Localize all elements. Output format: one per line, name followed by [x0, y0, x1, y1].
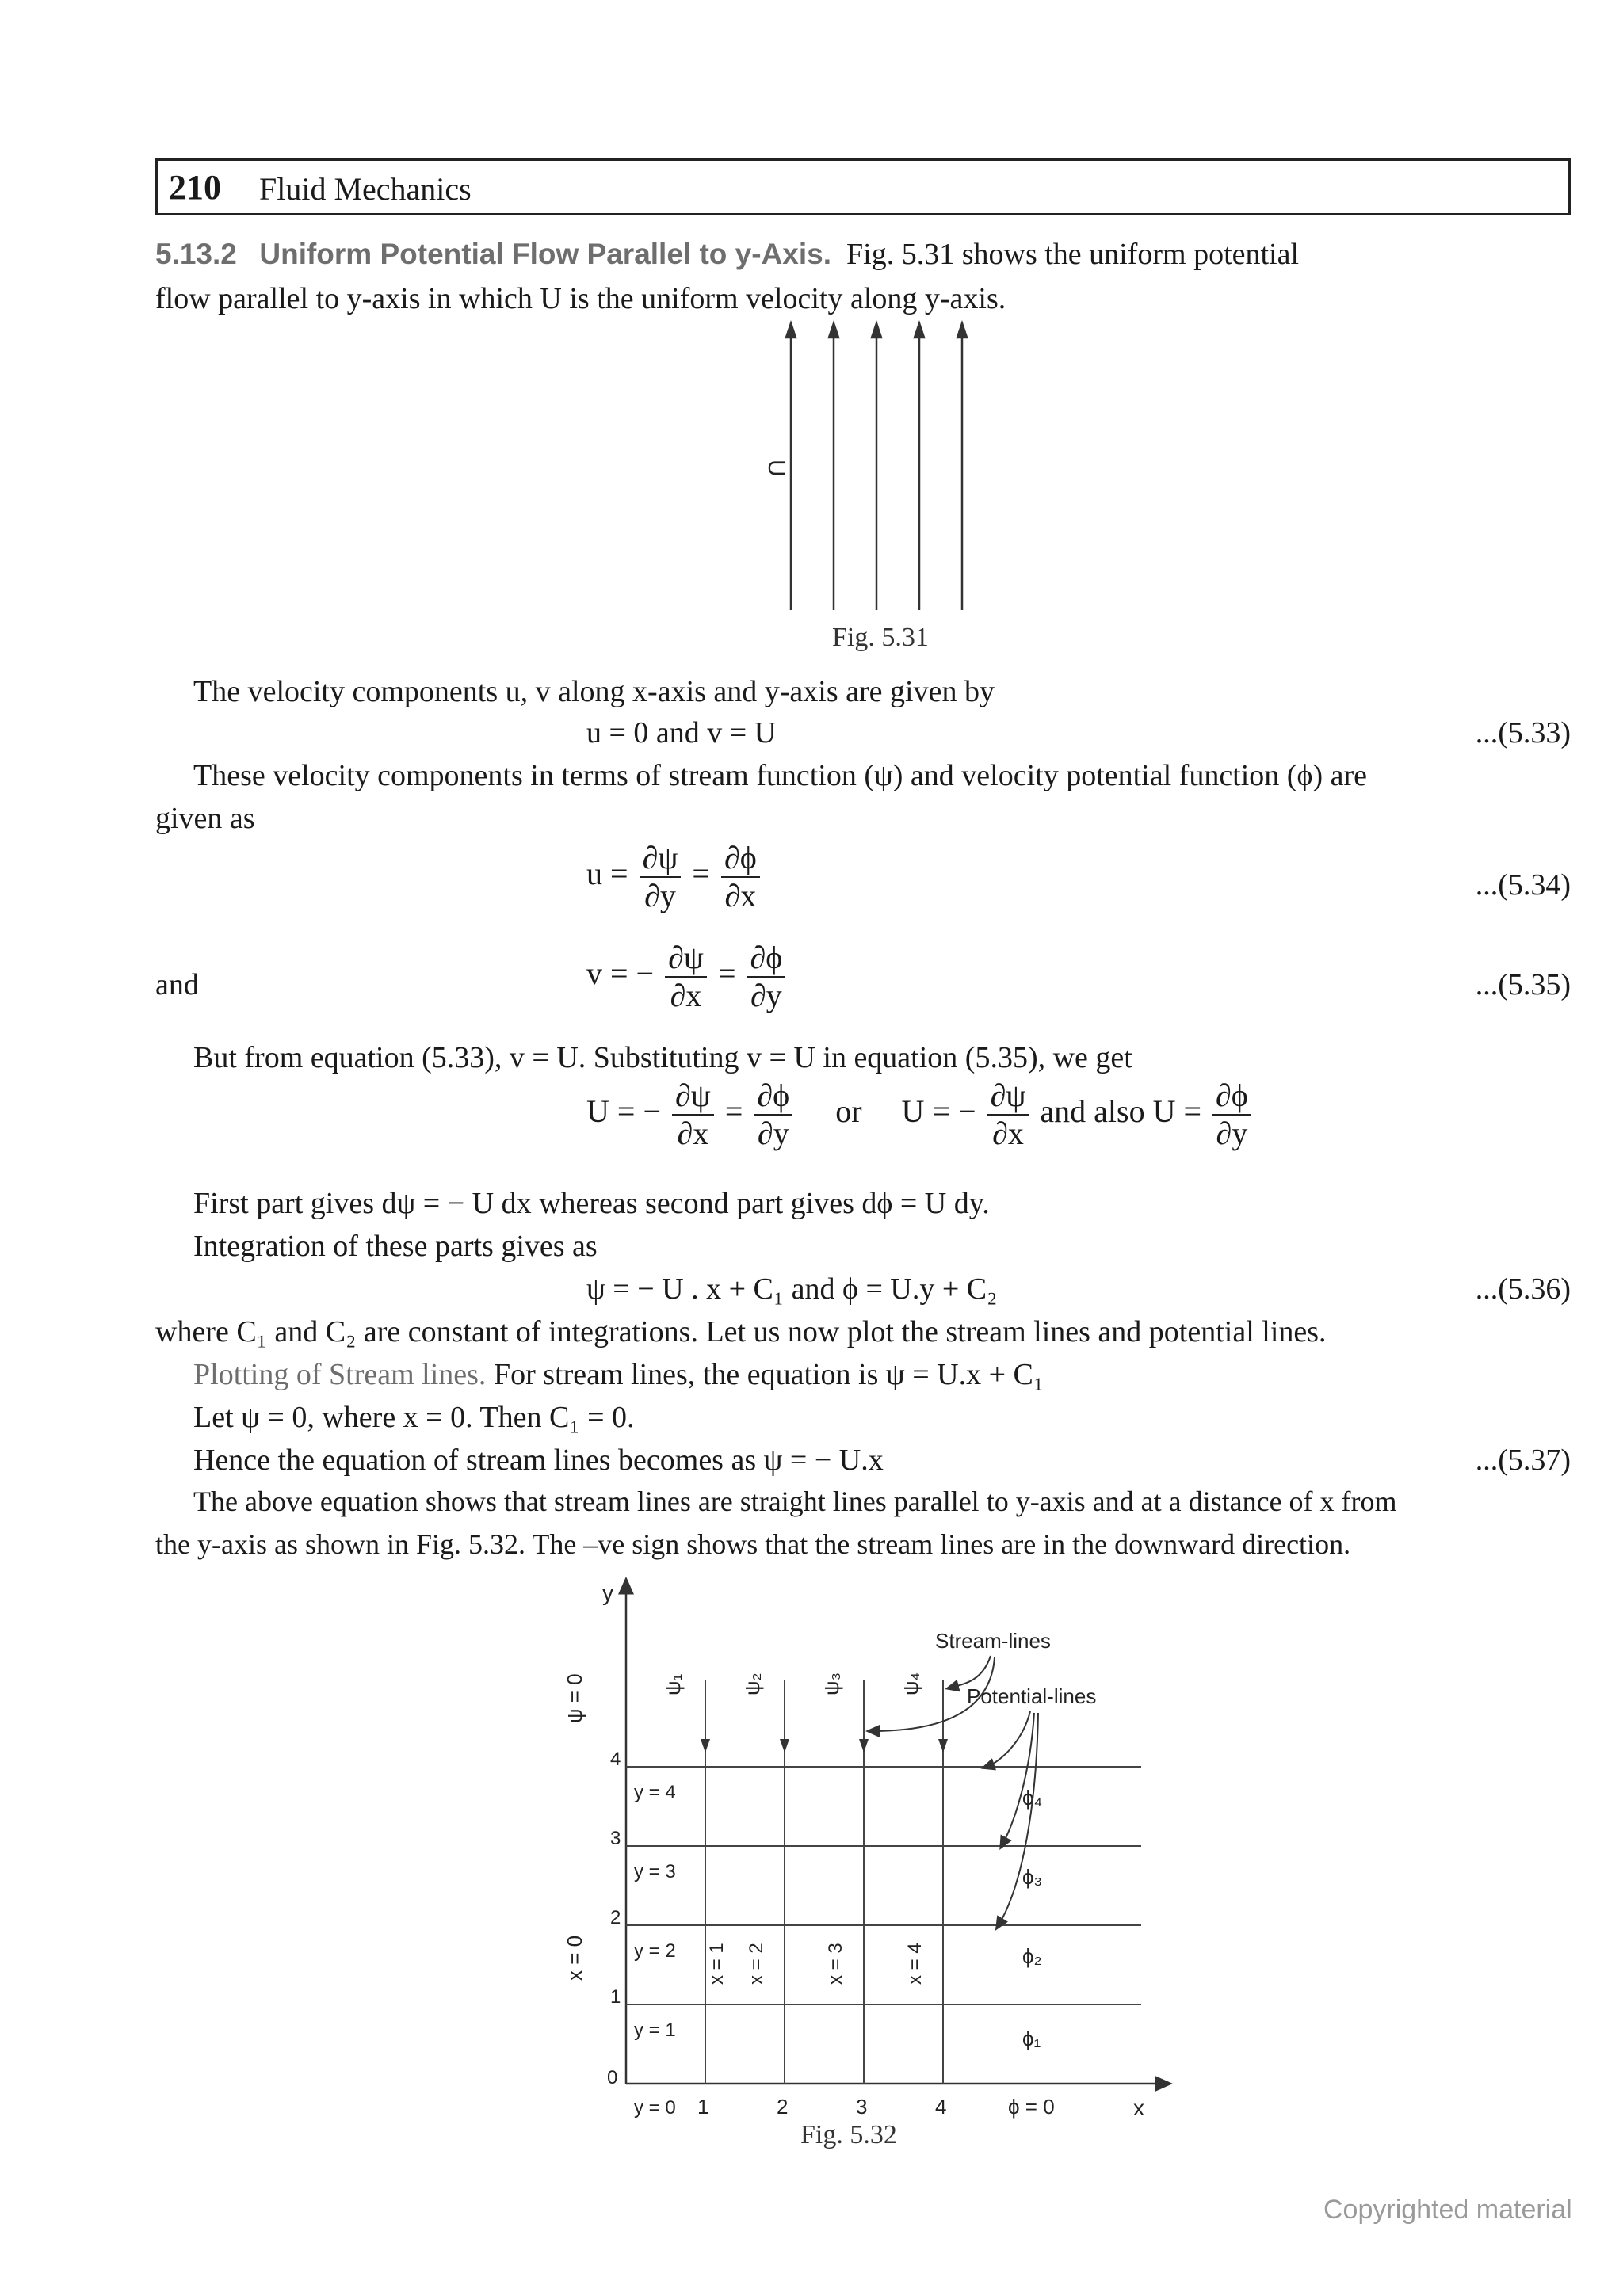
denominator: ∂y [750, 978, 782, 1013]
paragraph-4: First part gives dψ = − U dx whereas second part gives dϕ = U dy. [193, 1187, 990, 1220]
paragraph-7 [193, 1353, 1044, 1396]
arrow-up-icon [957, 323, 967, 338]
arrow-down-icon [938, 1739, 948, 1753]
fraction [665, 940, 707, 1014]
denominator: ∂y [757, 1116, 789, 1151]
paragraph-7-rest: For stream lines, the equation is ψ = U.x + C₁ [493, 1358, 1044, 1391]
equation-number-5-33: ...(5.33) [1475, 716, 1571, 749]
x-tick-4: 4 [935, 2095, 947, 2119]
numerator: ∂ϕ [721, 840, 760, 878]
fraction [721, 840, 760, 914]
potential-pointer-3 [999, 1713, 1038, 1925]
fraction [754, 1077, 792, 1152]
denominator: ∂y [1216, 1116, 1248, 1151]
denominator: ∂y [644, 878, 676, 913]
potential-lines-label: Potential-lines [967, 1684, 1097, 1708]
paragraph-9: Hence the equation of stream lines becomes as ψ = − U.x [193, 1444, 884, 1477]
equation-5-36: ψ = − U . x + C₁ and ϕ = U.y + C₂ [586, 1272, 998, 1306]
figure-5-31 [737, 317, 991, 666]
y-line-label-3: y = 3 [634, 1861, 676, 1882]
eq-lhs: U = − [586, 1093, 662, 1130]
numerator: ∂ψ [665, 940, 707, 978]
y-tick-4: 4 [610, 1749, 621, 1770]
equation-5-35 [586, 940, 789, 1014]
and-also-text: and also U = [1040, 1093, 1202, 1130]
psi-3-label: ψ₃ [819, 1672, 843, 1695]
denominator: ∂x [992, 1116, 1024, 1151]
paragraph-3: But from equation (5.33), v = U. Substituting v = U in equation (5.35), we get [193, 1041, 1132, 1074]
psi-1-label: ψ₁ [661, 1673, 685, 1695]
section-number: 5.13.2 [155, 238, 237, 270]
y-axis-label: y [602, 1581, 613, 1605]
eq-lhs-2: U = − [901, 1093, 976, 1130]
eq-lhs: v = − [586, 955, 655, 992]
paragraph-5: Integration of these parts gives as [193, 1230, 598, 1263]
stream-pointer-1 [951, 1656, 991, 1688]
velocity-label: U [763, 460, 789, 477]
or-word: or [835, 1093, 862, 1130]
fraction [1212, 1077, 1251, 1152]
phi-3-label: ϕ₃ [1022, 1865, 1043, 1889]
numerator: ∂ϕ [1212, 1077, 1251, 1116]
arrow-up-icon [829, 323, 838, 338]
numerator: ∂ϕ [747, 940, 786, 978]
phi-2-label: ϕ₂ [1022, 1944, 1042, 1968]
x-zero-label: x = 0 [563, 1935, 586, 1981]
numerator: ∂ϕ [754, 1077, 792, 1116]
x-line-label-4: x = 4 [904, 1943, 926, 1985]
book-title: Fluid Mechanics [259, 171, 472, 207]
fraction [987, 1077, 1029, 1152]
numerator: ∂ψ [987, 1077, 1029, 1116]
paragraph-6: where C₁ and C₂ are constant of integrations. Let us now plot the stream lines and potential lines. [155, 1315, 1327, 1348]
numerator: ∂ψ [672, 1077, 714, 1116]
fraction [747, 940, 786, 1014]
running-header [155, 158, 1571, 215]
psi-zero-label: ψ = 0 [563, 1673, 586, 1723]
arrow-down-icon [780, 1739, 789, 1753]
x-tick-2: 2 [777, 2095, 789, 2119]
y-tick-0: 0 [607, 2067, 618, 2088]
section-intro-1: Fig. 5.31 shows the uniform potential [846, 238, 1300, 271]
equals-sign: = [724, 1093, 743, 1130]
equation-number-5-34: ...(5.34) [1475, 868, 1571, 902]
section-intro-2: flow parallel to y-axis in which U is the uniform velocity along y-axis. [155, 282, 1006, 315]
paragraph-10-line-1: The above equation shows that stream lines are straight lines parallel to y-axis and at a distance of x from [193, 1486, 1397, 1517]
equals-sign: = [692, 856, 710, 892]
denominator: ∂x [677, 1116, 709, 1151]
paragraph-10-line-2: the y-axis as shown in Fig. 5.32. The –ve sign shows that the stream lines are in the downward direction. [155, 1528, 1351, 1560]
denominator: ∂x [670, 978, 702, 1013]
equals-sign: = [717, 955, 736, 992]
paragraph-1: The velocity components u, v along x-axis and y-axis are given by [193, 675, 995, 708]
y-tick-2: 2 [610, 1907, 621, 1928]
fraction [640, 840, 682, 914]
psi-2-label: ψ₂ [740, 1672, 764, 1695]
section-title: Uniform Potential Flow Parallel to y-Axis. [259, 238, 832, 270]
section-heading-line [155, 233, 1299, 276]
arrow-down-icon [859, 1739, 869, 1753]
y-line-label-4: y = 4 [634, 1782, 676, 1803]
equation-5-34 [586, 840, 763, 914]
x-tick-3: 3 [856, 2095, 868, 2119]
phi-1-label: ϕ₁ [1022, 2027, 1041, 2050]
y-line-label-2: y = 2 [634, 1940, 676, 1962]
y-tick-3: 3 [610, 1828, 621, 1849]
psi-4-label: ψ₄ [899, 1672, 922, 1695]
x-line-label-3: x = 3 [825, 1943, 846, 1985]
fig-5-32-caption: Fig. 5.32 [800, 2120, 897, 2149]
paragraph-8: Let ψ = 0, where x = 0. Then C₁ = 0. [193, 1401, 635, 1434]
x-axis-label: x [1133, 2096, 1144, 2120]
potential-pointer-1 [987, 1711, 1030, 1767]
equation-5-33: u = 0 and v = U [586, 716, 777, 749]
and-word: and [155, 968, 199, 1001]
arrow-up-icon [786, 323, 796, 338]
arrow-up-icon [872, 323, 881, 338]
denominator: ∂x [724, 878, 757, 913]
page-number: 210 [169, 168, 221, 207]
copyright-notice: Copyrighted material [1323, 2195, 1572, 2225]
subheading-stream-lines: Plotting of Stream lines. [193, 1358, 487, 1391]
equation-number-5-35: ...(5.35) [1475, 968, 1571, 1001]
x-line-label-1: x = 1 [706, 1943, 727, 1985]
fraction [672, 1077, 714, 1152]
x-line-label-2: x = 2 [746, 1943, 767, 1985]
figure-5-32 [523, 1569, 1236, 2131]
phi-0-label: ϕ = 0 [1008, 2095, 1055, 2119]
equation-number-5-36: ...(5.36) [1475, 1272, 1571, 1306]
phi-4-label: ϕ₄ [1022, 1786, 1043, 1810]
numerator: ∂ψ [640, 840, 682, 878]
paragraph-2-line-1: These velocity components in terms of stream function (ψ) and velocity potential function (ϕ) are [193, 759, 1367, 792]
stream-lines-label: Stream-lines [935, 1629, 1051, 1653]
eq-lhs: u = [586, 856, 628, 892]
y-line-label-1: y = 1 [634, 2019, 676, 2041]
arrow-up-icon [915, 323, 924, 338]
arrow-down-icon [701, 1739, 710, 1753]
equation-number-5-37: ...(5.37) [1475, 1444, 1571, 1477]
y-tick-1: 1 [610, 1986, 621, 2008]
fig-5-31-caption: Fig. 5.31 [832, 623, 929, 652]
equation-substitution [586, 1077, 1254, 1152]
x-tick-1: 1 [697, 2095, 709, 2119]
paragraph-2-line-2: given as [155, 802, 255, 835]
y-line-label-0: y = 0 [634, 2097, 676, 2119]
